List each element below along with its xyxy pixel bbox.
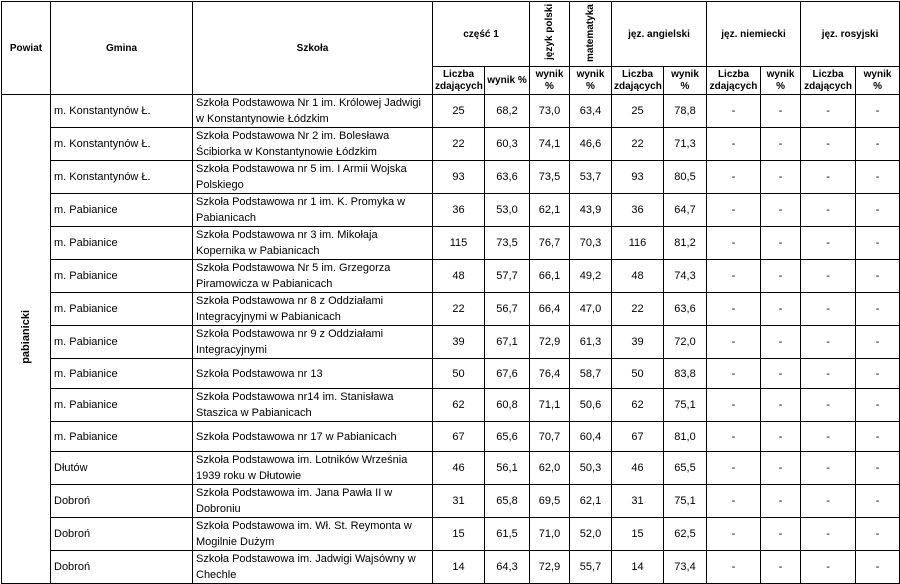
school-cell: Szkoła Podstawowa im. Jadwigi Wajsówny w Chechle <box>193 551 433 584</box>
polski-cell: 73,5 <box>530 161 570 194</box>
ang-wynik-cell: 81,2 <box>664 227 707 260</box>
table-row <box>2 551 900 584</box>
header-jezyk-polski-label: język polski <box>544 4 555 61</box>
subheader-ang-liczba: Liczba zdających <box>612 67 664 95</box>
school-cell: Szkoła Podstawowa Nr 5 im. Grzegorza Piramowicza w Pabianicach <box>193 260 433 293</box>
ros-liczba-cell: - <box>801 194 856 227</box>
table-row <box>2 452 900 485</box>
c1-liczba-cell: 93 <box>433 161 485 194</box>
table-row <box>2 161 900 194</box>
mat-cell: 63,4 <box>570 95 612 128</box>
niem-liczba-cell: - <box>707 326 761 359</box>
ros-wynik-cell: - <box>856 227 900 260</box>
niem-wynik-cell: - <box>761 161 801 194</box>
niem-wynik-cell: - <box>761 485 801 518</box>
polski-cell: 71,0 <box>530 518 570 551</box>
table-row <box>2 227 900 260</box>
mat-cell: 49,2 <box>570 260 612 293</box>
niem-liczba-cell: - <box>707 194 761 227</box>
ros-liczba-cell: - <box>801 260 856 293</box>
gmina-cell: m. Konstantynów Ł. <box>51 128 193 161</box>
polski-cell: 74,1 <box>530 128 570 161</box>
header-jez-angielski: jęz. angielski <box>612 2 707 67</box>
table-row <box>2 485 900 518</box>
niem-wynik-cell: - <box>761 452 801 485</box>
subheader-c1-wynik: wynik % <box>485 67 530 95</box>
gmina-cell: m. Pabianice <box>51 389 193 422</box>
table-row <box>2 95 900 128</box>
table-row <box>2 128 900 161</box>
polski-cell: 72,9 <box>530 326 570 359</box>
ros-wynik-cell: - <box>856 161 900 194</box>
table-row <box>2 518 900 551</box>
header-jezyk-polski <box>530 2 570 67</box>
niem-liczba-cell: - <box>707 95 761 128</box>
gmina-cell: Dłutów <box>51 452 193 485</box>
niem-liczba-cell: - <box>707 293 761 326</box>
ang-wynik-cell: 80,5 <box>664 161 707 194</box>
ang-wynik-cell: 75,1 <box>664 485 707 518</box>
polski-cell: 62,0 <box>530 452 570 485</box>
polski-cell: 72,9 <box>530 551 570 584</box>
niem-liczba-cell: - <box>707 161 761 194</box>
powiat-cell <box>2 95 51 584</box>
polski-cell: 70,7 <box>530 422 570 452</box>
mat-cell: 43,9 <box>570 194 612 227</box>
mat-cell: 53,7 <box>570 161 612 194</box>
ros-wynik-cell: - <box>856 95 900 128</box>
niem-wynik-cell: - <box>761 359 801 389</box>
subheader-c1-liczba: Liczba zdających <box>433 67 485 95</box>
ros-liczba-cell: - <box>801 452 856 485</box>
ros-wynik-cell: - <box>856 359 900 389</box>
header-matematyka-label: matematyka <box>585 4 596 62</box>
ang-wynik-cell: 62,5 <box>664 518 707 551</box>
niem-wynik-cell: - <box>761 95 801 128</box>
c1-wynik-cell: 64,3 <box>485 551 530 584</box>
c1-liczba-cell: 22 <box>433 128 485 161</box>
subheader-niem-wynik: wynik % <box>761 67 801 95</box>
school-cell: Szkoła Podstawowa Nr 1 im. Królowej Jadwigi w Konstantynowie Łódzkim <box>193 95 433 128</box>
ang-wynik-cell: 73,4 <box>664 551 707 584</box>
school-cell: Szkoła Podstawowa im. Lotników Września 1939 roku w Dłutowie <box>193 452 433 485</box>
ros-liczba-cell: - <box>801 128 856 161</box>
polski-cell: 69,5 <box>530 485 570 518</box>
mat-cell: 60,4 <box>570 422 612 452</box>
ros-liczba-cell: - <box>801 359 856 389</box>
school-cell: Szkoła Podstawowa nr14 im. Stanisława Staszica w Pabianicach <box>193 389 433 422</box>
ang-liczba-cell: 93 <box>612 161 664 194</box>
table-row <box>2 359 900 389</box>
ros-liczba-cell: - <box>801 551 856 584</box>
ros-liczba-cell: - <box>801 293 856 326</box>
niem-wynik-cell: - <box>761 128 801 161</box>
school-cell: Szkoła Podstawowa nr 3 im. Mikołaja Kopernika w Pabianicach <box>193 227 433 260</box>
ang-wynik-cell: 75,1 <box>664 389 707 422</box>
ros-wynik-cell: - <box>856 194 900 227</box>
subheader-ang-wynik: wynik % <box>664 67 707 95</box>
header-jez-niemiecki: jęz. niemiecki <box>707 2 801 67</box>
c1-liczba-cell: 67 <box>433 422 485 452</box>
gmina-cell: m. Pabianice <box>51 326 193 359</box>
gmina-cell: m. Pabianice <box>51 227 193 260</box>
niem-liczba-cell: - <box>707 485 761 518</box>
table-row <box>2 293 900 326</box>
c1-wynik-cell: 65,6 <box>485 422 530 452</box>
school-cell: Szkoła Podstawowa nr 8 z Oddziałami Integracyjnymi w Pabianicach <box>193 293 433 326</box>
ang-liczba-cell: 62 <box>612 389 664 422</box>
ros-liczba-cell: - <box>801 227 856 260</box>
ros-liczba-cell: - <box>801 485 856 518</box>
ang-liczba-cell: 36 <box>612 194 664 227</box>
school-cell: Szkoła Podstawowa im. Wł. St. Reymonta w Mogilnie Dużym <box>193 518 433 551</box>
ros-liczba-cell: - <box>801 95 856 128</box>
header-szkola: Szkoła <box>193 2 433 95</box>
table-row <box>2 260 900 293</box>
ros-liczba-cell: - <box>801 161 856 194</box>
c1-wynik-cell: 61,5 <box>485 518 530 551</box>
powiat-label: pabianicki <box>20 309 32 364</box>
subheader-ros-wynik: wynik % <box>856 67 900 95</box>
gmina-cell: m. Konstantynów Ł. <box>51 95 193 128</box>
subheader-mat-wynik: wynik % <box>570 67 612 95</box>
ros-liczba-cell: - <box>801 389 856 422</box>
ang-liczba-cell: 39 <box>612 326 664 359</box>
c1-liczba-cell: 46 <box>433 452 485 485</box>
niem-wynik-cell: - <box>761 227 801 260</box>
c1-wynik-cell: 68,2 <box>485 95 530 128</box>
c1-liczba-cell: 36 <box>433 194 485 227</box>
c1-wynik-cell: 60,3 <box>485 128 530 161</box>
c1-wynik-cell: 65,8 <box>485 485 530 518</box>
school-cell: Szkoła Podstawowa Nr 2 im. Bolesława Ścibiorka w Konstantynowie Łódzkim <box>193 128 433 161</box>
ros-wynik-cell: - <box>856 326 900 359</box>
table-row <box>2 389 900 422</box>
ros-liczba-cell: - <box>801 422 856 452</box>
c1-liczba-cell: 115 <box>433 227 485 260</box>
header-powiat: Powiat <box>2 2 51 95</box>
ang-liczba-cell: 50 <box>612 359 664 389</box>
mat-cell: 50,6 <box>570 389 612 422</box>
niem-wynik-cell: - <box>761 326 801 359</box>
ang-wynik-cell: 71,3 <box>664 128 707 161</box>
polski-cell: 76,7 <box>530 227 570 260</box>
ros-wynik-cell: - <box>856 485 900 518</box>
ang-wynik-cell: 81,0 <box>664 422 707 452</box>
gmina-cell: Dobroń <box>51 485 193 518</box>
niem-wynik-cell: - <box>761 260 801 293</box>
school-cell: Szkoła Podstawowa nr 9 z Oddziałami Integracyjnymi <box>193 326 433 359</box>
niem-wynik-cell: - <box>761 194 801 227</box>
ros-wynik-cell: - <box>856 389 900 422</box>
c1-liczba-cell: 62 <box>433 389 485 422</box>
ang-liczba-cell: 14 <box>612 551 664 584</box>
c1-liczba-cell: 14 <box>433 551 485 584</box>
header-czesc-1: część 1 <box>433 2 530 67</box>
ang-liczba-cell: 22 <box>612 128 664 161</box>
gmina-cell: Dobroń <box>51 518 193 551</box>
mat-cell: 61,3 <box>570 326 612 359</box>
ang-wynik-cell: 83,8 <box>664 359 707 389</box>
c1-liczba-cell: 48 <box>433 260 485 293</box>
c1-wynik-cell: 73,5 <box>485 227 530 260</box>
ros-wynik-cell: - <box>856 551 900 584</box>
niem-wynik-cell: - <box>761 422 801 452</box>
ros-wynik-cell: - <box>856 128 900 161</box>
gmina-cell: Dobroń <box>51 551 193 584</box>
gmina-cell: m. Pabianice <box>51 194 193 227</box>
niem-wynik-cell: - <box>761 293 801 326</box>
table-row <box>2 194 900 227</box>
ang-wynik-cell: 78,8 <box>664 95 707 128</box>
school-cell: Szkoła Podstawowa nr 5 im. I Armii Wojska Polskiego <box>193 161 433 194</box>
mat-cell: 58,7 <box>570 359 612 389</box>
niem-liczba-cell: - <box>707 389 761 422</box>
niem-liczba-cell: - <box>707 551 761 584</box>
niem-liczba-cell: - <box>707 128 761 161</box>
school-cell: Szkoła Podstawowa nr 13 <box>193 359 433 389</box>
c1-liczba-cell: 50 <box>433 359 485 389</box>
gmina-cell: m. Pabianice <box>51 422 193 452</box>
ros-liczba-cell: - <box>801 326 856 359</box>
ros-wynik-cell: - <box>856 260 900 293</box>
mat-cell: 52,0 <box>570 518 612 551</box>
ang-wynik-cell: 65,5 <box>664 452 707 485</box>
mat-cell: 50,3 <box>570 452 612 485</box>
polski-cell: 62,1 <box>530 194 570 227</box>
school-cell: Szkoła Podstawowa nr 17 w Pabianicach <box>193 422 433 452</box>
ang-liczba-cell: 67 <box>612 422 664 452</box>
niem-wynik-cell: - <box>761 389 801 422</box>
subheader-ros-liczba: Liczba zdających <box>801 67 856 95</box>
c1-liczba-cell: 25 <box>433 95 485 128</box>
c1-wynik-cell: 60,8 <box>485 389 530 422</box>
gmina-cell: m. Pabianice <box>51 260 193 293</box>
polski-cell: 71,1 <box>530 389 570 422</box>
c1-liczba-cell: 39 <box>433 326 485 359</box>
gmina-cell: m. Konstantynów Ł. <box>51 161 193 194</box>
school-cell: Szkoła Podstawowa nr 1 im. K. Promyka w Pabianicach <box>193 194 433 227</box>
mat-cell: 55,7 <box>570 551 612 584</box>
ros-wynik-cell: - <box>856 422 900 452</box>
ang-liczba-cell: 116 <box>612 227 664 260</box>
header-gmina: Gmina <box>51 2 193 95</box>
polski-cell: 66,4 <box>530 293 570 326</box>
c1-liczba-cell: 22 <box>433 293 485 326</box>
polski-cell: 76,4 <box>530 359 570 389</box>
mat-cell: 70,3 <box>570 227 612 260</box>
table-row <box>2 422 900 452</box>
niem-liczba-cell: - <box>707 359 761 389</box>
c1-wynik-cell: 57,7 <box>485 260 530 293</box>
ang-liczba-cell: 48 <box>612 260 664 293</box>
niem-liczba-cell: - <box>707 227 761 260</box>
ros-liczba-cell: - <box>801 518 856 551</box>
c1-wynik-cell: 53,0 <box>485 194 530 227</box>
ang-liczba-cell: 46 <box>612 452 664 485</box>
gmina-cell: m. Pabianice <box>51 359 193 389</box>
c1-liczba-cell: 15 <box>433 518 485 551</box>
niem-wynik-cell: - <box>761 518 801 551</box>
ang-liczba-cell: 25 <box>612 95 664 128</box>
polski-cell: 66,1 <box>530 260 570 293</box>
subheader-polski-wynik: wynik % <box>530 67 570 95</box>
c1-liczba-cell: 31 <box>433 485 485 518</box>
ang-liczba-cell: 31 <box>612 485 664 518</box>
niem-wynik-cell: - <box>761 551 801 584</box>
niem-liczba-cell: - <box>707 422 761 452</box>
subheader-niem-liczba: Liczba zdających <box>707 67 761 95</box>
gmina-cell: m. Pabianice <box>51 293 193 326</box>
header-matematyka <box>570 2 612 67</box>
mat-cell: 46,6 <box>570 128 612 161</box>
c1-wynik-cell: 56,7 <box>485 293 530 326</box>
ang-liczba-cell: 15 <box>612 518 664 551</box>
ros-wynik-cell: - <box>856 293 900 326</box>
mat-cell: 47,0 <box>570 293 612 326</box>
header-jez-rosyjski: jęz. rosyjski <box>801 2 900 67</box>
niem-liczba-cell: - <box>707 518 761 551</box>
ang-wynik-cell: 64,7 <box>664 194 707 227</box>
ang-liczba-cell: 22 <box>612 293 664 326</box>
polski-cell: 73,0 <box>530 95 570 128</box>
c1-wynik-cell: 67,1 <box>485 326 530 359</box>
c1-wynik-cell: 56,1 <box>485 452 530 485</box>
mat-cell: 62,1 <box>570 485 612 518</box>
results-table <box>1 1 900 584</box>
c1-wynik-cell: 63,6 <box>485 161 530 194</box>
school-cell: Szkoła Podstawowa im. Jana Pawła II w Dobroniu <box>193 485 433 518</box>
ang-wynik-cell: 74,3 <box>664 260 707 293</box>
ang-wynik-cell: 72,0 <box>664 326 707 359</box>
ros-wynik-cell: - <box>856 452 900 485</box>
ang-wynik-cell: 63,6 <box>664 293 707 326</box>
table-row <box>2 326 900 359</box>
niem-liczba-cell: - <box>707 452 761 485</box>
niem-liczba-cell: - <box>707 260 761 293</box>
ros-wynik-cell: - <box>856 518 900 551</box>
c1-wynik-cell: 67,6 <box>485 359 530 389</box>
